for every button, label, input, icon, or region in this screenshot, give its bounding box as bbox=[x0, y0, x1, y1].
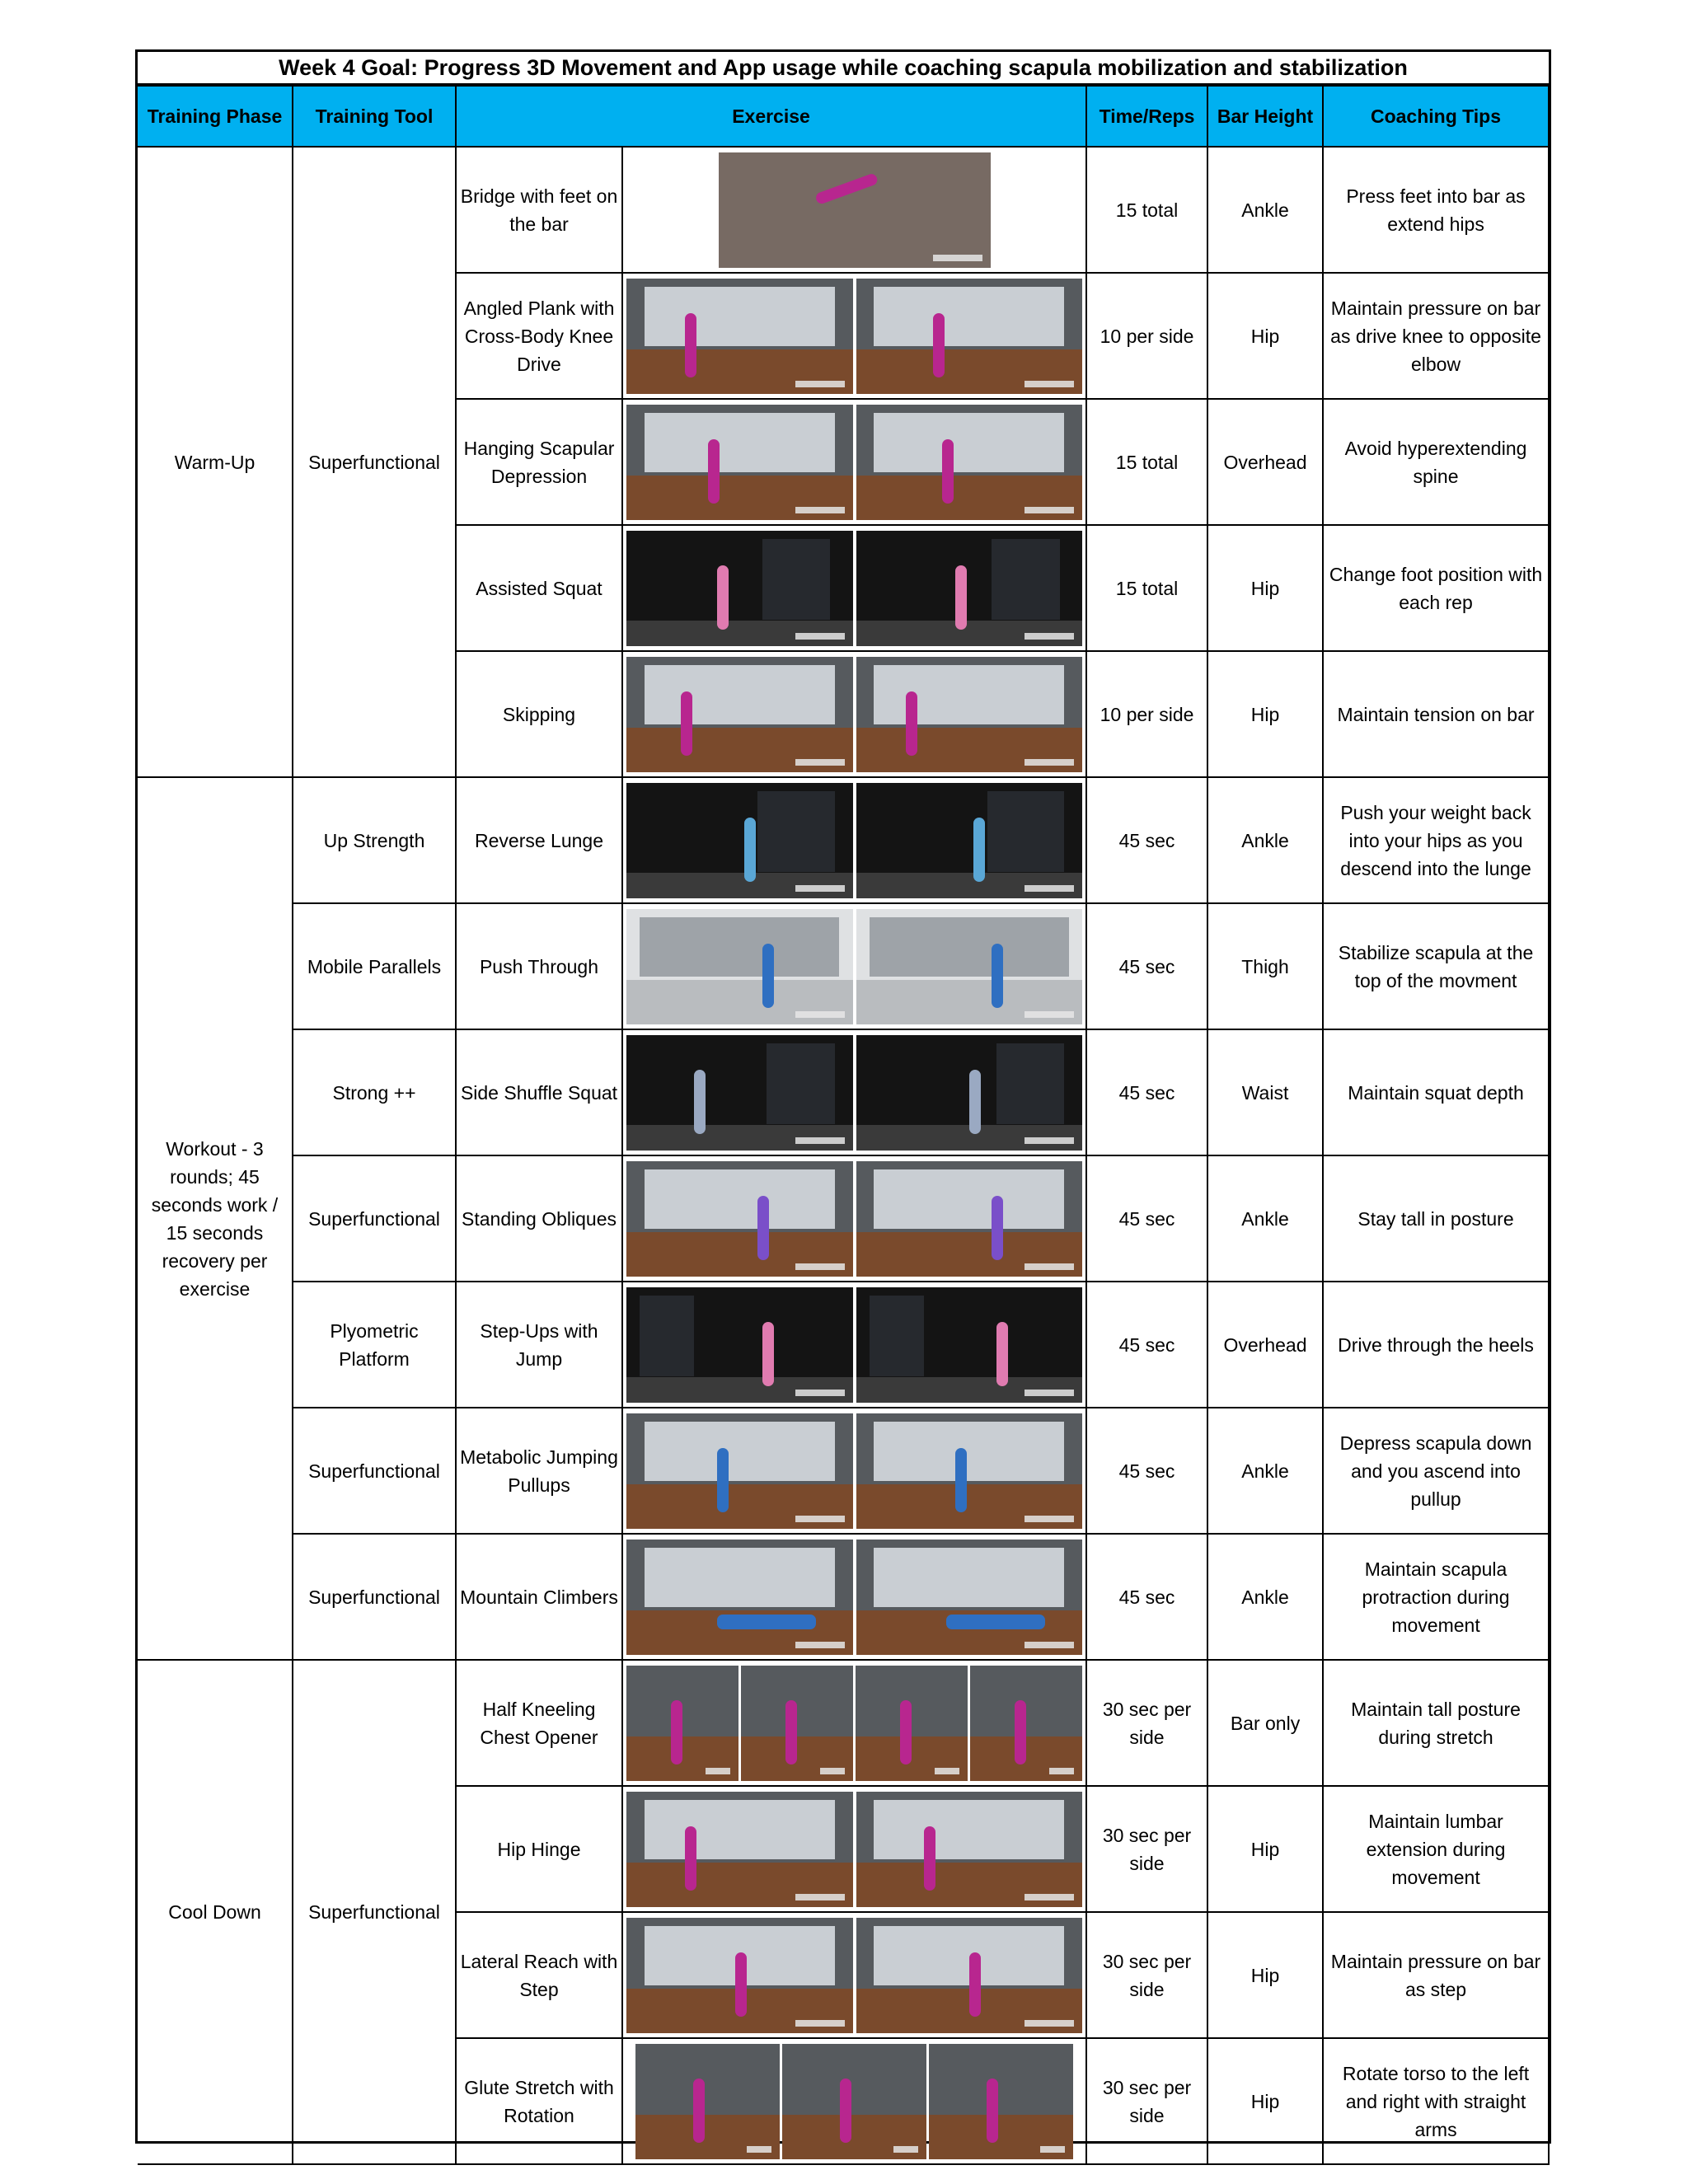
exercise-photo bbox=[626, 783, 853, 898]
exercise-name: Hanging Scapular Depression bbox=[456, 399, 622, 525]
time-reps: 10 per side bbox=[1086, 651, 1207, 777]
coaching-tip: Maintain tall posture during stretch bbox=[1323, 1660, 1549, 1786]
bar-height: Ankle bbox=[1207, 1155, 1323, 1282]
time-reps: 15 total bbox=[1086, 399, 1207, 525]
header-exercise: Exercise bbox=[456, 86, 1086, 147]
exercise-name: Mountain Climbers bbox=[456, 1534, 622, 1660]
table-row bbox=[138, 1029, 1549, 1155]
time-reps: 45 sec bbox=[1086, 1534, 1207, 1660]
exercise-photo bbox=[626, 1540, 853, 1655]
bar-height: Waist bbox=[1207, 1029, 1323, 1155]
phase-cooldown: Cool Down bbox=[138, 1660, 293, 2164]
exercise-images bbox=[622, 147, 1086, 273]
exercise-images bbox=[622, 1155, 1086, 1282]
bar-height: Overhead bbox=[1207, 1282, 1323, 1408]
exercise-photo bbox=[856, 1287, 1083, 1403]
exercise-photo bbox=[856, 279, 1083, 394]
time-reps: 10 per side bbox=[1086, 273, 1207, 399]
time-reps: 15 total bbox=[1086, 525, 1207, 651]
header-training-tool: Training Tool bbox=[293, 86, 456, 147]
exercise-photo bbox=[626, 1035, 853, 1151]
exercise-name: Lateral Reach with Step bbox=[456, 1912, 622, 2038]
exercise-name: Skipping bbox=[456, 651, 622, 777]
exercise-name: Hip Hinge bbox=[456, 1786, 622, 1912]
time-reps: 45 sec bbox=[1086, 1155, 1207, 1282]
exercise-images bbox=[622, 1282, 1086, 1408]
exercise-name: Angled Plank with Cross-Body Knee Drive bbox=[456, 273, 622, 399]
time-reps: 15 total bbox=[1086, 147, 1207, 273]
exercise-images bbox=[622, 651, 1086, 777]
coaching-tip: Maintain tension on bar bbox=[1323, 651, 1549, 777]
coaching-tip: Maintain lumbar extension during movement bbox=[1323, 1786, 1549, 1912]
header-time-reps: Time/Reps bbox=[1086, 86, 1207, 147]
exercise-photo bbox=[856, 405, 1083, 520]
exercise-images bbox=[622, 2038, 1086, 2164]
exercise-name: Side Shuffle Squat bbox=[456, 1029, 622, 1155]
exercise-images bbox=[622, 399, 1086, 525]
tool-cell: Strong ++ bbox=[293, 1029, 456, 1155]
header-training-phase: Training Phase bbox=[138, 86, 293, 147]
bar-height: Ankle bbox=[1207, 1408, 1323, 1534]
workout-sheet bbox=[135, 49, 1551, 2144]
exercise-images bbox=[622, 273, 1086, 399]
tool-cell: Superfunctional bbox=[293, 1660, 456, 2164]
bar-height: Bar only bbox=[1207, 1660, 1323, 1786]
exercise-photo bbox=[782, 2044, 926, 2159]
time-reps: 30 sec per side bbox=[1086, 1786, 1207, 1912]
table-row bbox=[138, 777, 1549, 903]
exercise-name: Bridge with feet on the bar bbox=[456, 147, 622, 273]
exercise-photo bbox=[626, 1666, 738, 1781]
table-row bbox=[138, 1155, 1549, 1282]
tool-cell: Superfunctional bbox=[293, 1408, 456, 1534]
coaching-tip: Maintain squat depth bbox=[1323, 1029, 1549, 1155]
phase-workout: Workout - 3 rounds; 45 seconds work / 15 seconds recovery per exercise bbox=[138, 777, 293, 1660]
time-reps: 45 sec bbox=[1086, 903, 1207, 1029]
exercise-name: Assisted Squat bbox=[456, 525, 622, 651]
exercise-images bbox=[622, 903, 1086, 1029]
coaching-tip: Change foot position with each rep bbox=[1323, 525, 1549, 651]
exercise-photo bbox=[626, 1161, 853, 1277]
table-row bbox=[138, 903, 1549, 1029]
tool-cell: Superfunctional bbox=[293, 1534, 456, 1660]
exercise-photo bbox=[626, 657, 853, 772]
exercise-photo bbox=[970, 1666, 1082, 1781]
exercise-images bbox=[622, 777, 1086, 903]
exercise-name: Glute Stretch with Rotation bbox=[456, 2038, 622, 2164]
exercise-photo bbox=[856, 1413, 1083, 1529]
tool-cell: Mobile Parallels bbox=[293, 903, 456, 1029]
exercise-photo bbox=[856, 531, 1083, 646]
time-reps: 30 sec per side bbox=[1086, 1660, 1207, 1786]
exercise-photo bbox=[856, 1792, 1083, 1907]
exercise-photo bbox=[856, 1918, 1083, 2033]
bar-height: Ankle bbox=[1207, 147, 1323, 273]
exercise-table bbox=[138, 85, 1550, 2165]
coaching-tip: Maintain scapula protraction during movement bbox=[1323, 1534, 1549, 1660]
exercise-name: Standing Obliques bbox=[456, 1155, 622, 1282]
coaching-tip: Stabilize scapula at the top of the movment bbox=[1323, 903, 1549, 1029]
time-reps: 30 sec per side bbox=[1086, 2038, 1207, 2164]
header-bar-height: Bar Height bbox=[1207, 86, 1323, 147]
coaching-tip: Depress scapula down and you ascend into pullup bbox=[1323, 1408, 1549, 1534]
bar-height: Ankle bbox=[1207, 777, 1323, 903]
exercise-photo bbox=[741, 1666, 853, 1781]
bar-height: Hip bbox=[1207, 1786, 1323, 1912]
exercise-name: Half Kneeling Chest Opener bbox=[456, 1660, 622, 1786]
exercise-photo bbox=[719, 152, 991, 268]
exercise-photo bbox=[856, 657, 1083, 772]
time-reps: 45 sec bbox=[1086, 1408, 1207, 1534]
bar-height: Overhead bbox=[1207, 399, 1323, 525]
time-reps: 45 sec bbox=[1086, 777, 1207, 903]
table-header-row bbox=[138, 86, 1549, 147]
coaching-tip: Push your weight back into your hips as you descend into the lunge bbox=[1323, 777, 1549, 903]
coaching-tip: Rotate torso to the left and right with straight arms bbox=[1323, 2038, 1549, 2164]
exercise-photo bbox=[856, 1035, 1083, 1151]
coaching-tip: Stay tall in posture bbox=[1323, 1155, 1549, 1282]
exercise-photo bbox=[856, 909, 1083, 1024]
exercise-name: Metabolic Jumping Pullups bbox=[456, 1408, 622, 1534]
exercise-photo bbox=[856, 1161, 1083, 1277]
tool-cell: Superfunctional bbox=[293, 1155, 456, 1282]
time-reps: 45 sec bbox=[1086, 1282, 1207, 1408]
exercise-photo bbox=[856, 1666, 968, 1781]
phase-warmup: Warm-Up bbox=[138, 147, 293, 777]
exercise-name: Push Through bbox=[456, 903, 622, 1029]
exercise-photo bbox=[626, 1792, 853, 1907]
exercise-photo bbox=[626, 279, 853, 394]
table-row bbox=[138, 1282, 1549, 1408]
tool-cell: Up Strength bbox=[293, 777, 456, 903]
exercise-photo bbox=[626, 1413, 853, 1529]
time-reps: 30 sec per side bbox=[1086, 1912, 1207, 2038]
page-title: Week 4 Goal: Progress 3D Movement and App usage while coaching scapula mobilization and stabilization bbox=[138, 52, 1549, 85]
tool-cell: Superfunctional bbox=[293, 147, 456, 777]
exercise-photo bbox=[635, 2044, 780, 2159]
table-row bbox=[138, 1408, 1549, 1534]
table-row bbox=[138, 147, 1549, 273]
exercise-photo bbox=[626, 909, 853, 1024]
bar-height: Hip bbox=[1207, 1912, 1323, 2038]
bar-height: Thigh bbox=[1207, 903, 1323, 1029]
exercise-photo bbox=[856, 1540, 1083, 1655]
coaching-tip: Drive through the heels bbox=[1323, 1282, 1549, 1408]
coaching-tip: Avoid hyperextending spine bbox=[1323, 399, 1549, 525]
exercise-photo bbox=[856, 783, 1083, 898]
bar-height: Hip bbox=[1207, 273, 1323, 399]
exercise-images bbox=[622, 525, 1086, 651]
bar-height: Hip bbox=[1207, 525, 1323, 651]
exercise-photo bbox=[626, 531, 853, 646]
bar-height: Hip bbox=[1207, 651, 1323, 777]
exercise-images bbox=[622, 1660, 1086, 1786]
tool-cell: Plyometric Platform bbox=[293, 1282, 456, 1408]
header-coaching-tips: Coaching Tips bbox=[1323, 86, 1549, 147]
exercise-images bbox=[622, 1408, 1086, 1534]
exercise-images bbox=[622, 1912, 1086, 2038]
table-row bbox=[138, 1660, 1549, 1786]
exercise-photo bbox=[626, 405, 853, 520]
exercise-images bbox=[622, 1534, 1086, 1660]
bar-height: Hip bbox=[1207, 2038, 1323, 2164]
exercise-photo bbox=[929, 2044, 1073, 2159]
exercise-photo bbox=[626, 1287, 853, 1403]
bar-height: Ankle bbox=[1207, 1534, 1323, 1660]
coaching-tip: Press feet into bar as extend hips bbox=[1323, 147, 1549, 273]
exercise-images bbox=[622, 1029, 1086, 1155]
exercise-name: Reverse Lunge bbox=[456, 777, 622, 903]
coaching-tip: Maintain pressure on bar as drive knee to opposite elbow bbox=[1323, 273, 1549, 399]
exercise-photo bbox=[626, 1918, 853, 2033]
exercise-images bbox=[622, 1786, 1086, 1912]
exercise-name: Step-Ups with Jump bbox=[456, 1282, 622, 1408]
table-row bbox=[138, 1534, 1549, 1660]
coaching-tip: Maintain pressure on bar as step bbox=[1323, 1912, 1549, 2038]
time-reps: 45 sec bbox=[1086, 1029, 1207, 1155]
